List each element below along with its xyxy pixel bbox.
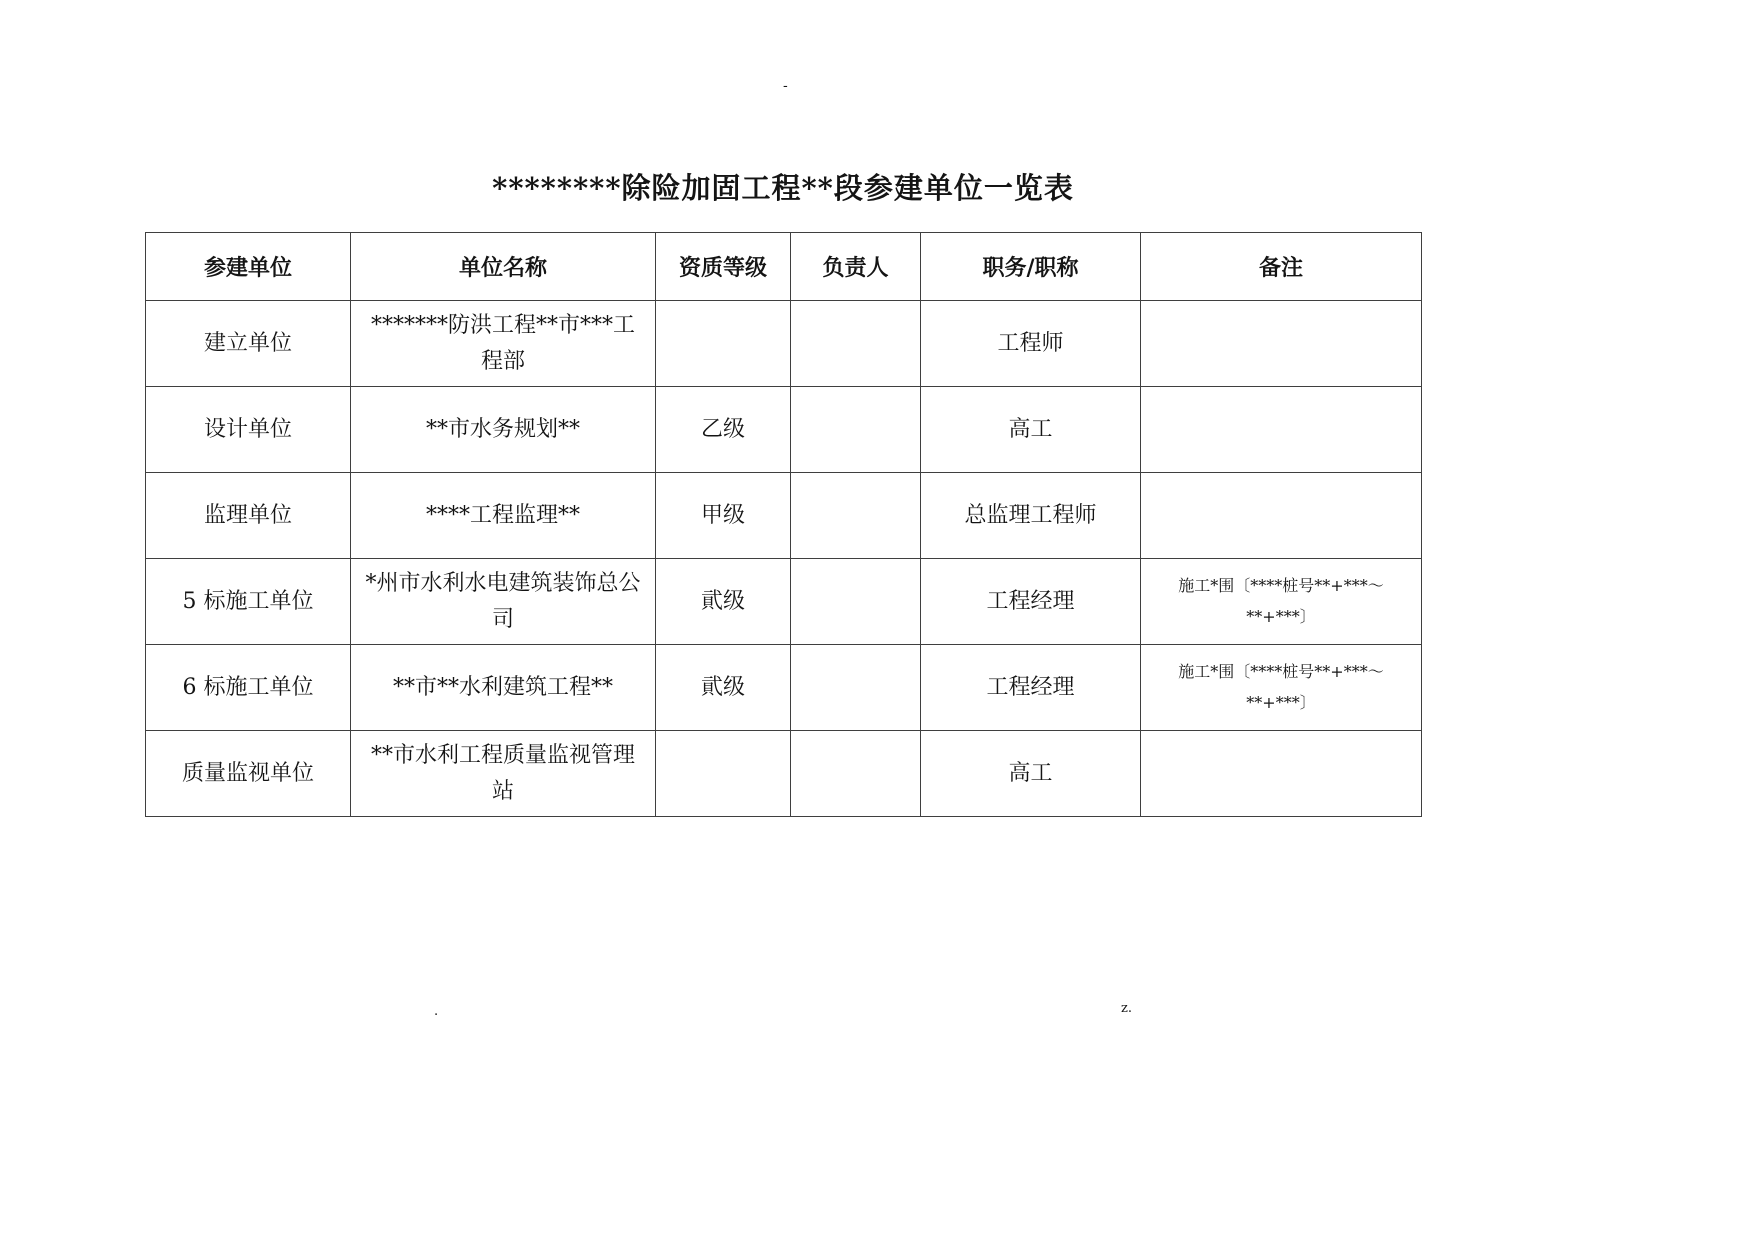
page-title: ********除险加固工程**段参建单位一览表 (492, 171, 1074, 205)
table-header (146, 233, 1422, 301)
col-header-unit-name: 单位名称 (351, 233, 656, 301)
cell-position: 工程经理 (921, 645, 1141, 731)
header-row (146, 233, 1422, 301)
page-footer-right-mark: z. (1121, 1001, 1132, 1016)
col-header-remark: 备注 (1141, 233, 1422, 301)
table-row (146, 301, 1422, 387)
page-footer-left-mark: . (434, 1004, 439, 1019)
cell-unit-name: ****工程监理** (351, 473, 656, 559)
table-row (146, 645, 1422, 731)
cell-leader (791, 731, 921, 817)
cell-unit-name: *******防洪工程**市***工程部 (351, 301, 656, 387)
cell-qualification (656, 731, 791, 817)
cell-leader (791, 645, 921, 731)
cell-qualification (656, 301, 791, 387)
col-header-unit-type: 参建单位 (146, 233, 351, 301)
cell-unit-type: 6 标施工单位 (146, 645, 351, 731)
participating-units-table (145, 232, 1422, 817)
table-row (146, 473, 1422, 559)
cell-leader (791, 473, 921, 559)
cell-unit-type: 建立单位 (146, 301, 351, 387)
cell-position: 总监理工程师 (921, 473, 1141, 559)
cell-position: 高工 (921, 731, 1141, 817)
cell-position: 工程师 (921, 301, 1141, 387)
cell-qualification: 甲级 (656, 473, 791, 559)
cell-unit-type: 监理单位 (146, 473, 351, 559)
col-header-position: 职务/职称 (921, 233, 1141, 301)
table-body (146, 301, 1422, 817)
col-header-leader: 负责人 (791, 233, 921, 301)
cell-unit-type: 5 标施工单位 (146, 559, 351, 645)
cell-remark: 施工*围〔****桩号**+***～**+***〕 (1141, 645, 1422, 731)
cell-qualification: 貮级 (656, 645, 791, 731)
cell-unit-name: **市水务规划** (351, 387, 656, 473)
cell-unit-name: *州市水利水电建筑装饰总公司 (351, 559, 656, 645)
cell-remark (1141, 731, 1422, 817)
cell-remark (1141, 473, 1422, 559)
table-row (146, 387, 1422, 473)
cell-remark: 施工*围〔****桩号**+***～**+***〕 (1141, 559, 1422, 645)
page-top-mark: - (783, 78, 788, 94)
cell-leader (791, 301, 921, 387)
cell-unit-name: **市水利工程质量监视管理站 (351, 731, 656, 817)
cell-unit-name: **市**水利建筑工程** (351, 645, 656, 731)
cell-position: 高工 (921, 387, 1141, 473)
table-row (146, 559, 1422, 645)
cell-qualification: 乙级 (656, 387, 791, 473)
col-header-qualification: 资质等级 (656, 233, 791, 301)
table-row (146, 731, 1422, 817)
cell-qualification: 貮级 (656, 559, 791, 645)
cell-leader (791, 559, 921, 645)
cell-remark (1141, 301, 1422, 387)
cell-unit-type: 质量监视单位 (146, 731, 351, 817)
cell-unit-type: 设计单位 (146, 387, 351, 473)
cell-remark (1141, 387, 1422, 473)
cell-position: 工程经理 (921, 559, 1141, 645)
cell-leader (791, 387, 921, 473)
